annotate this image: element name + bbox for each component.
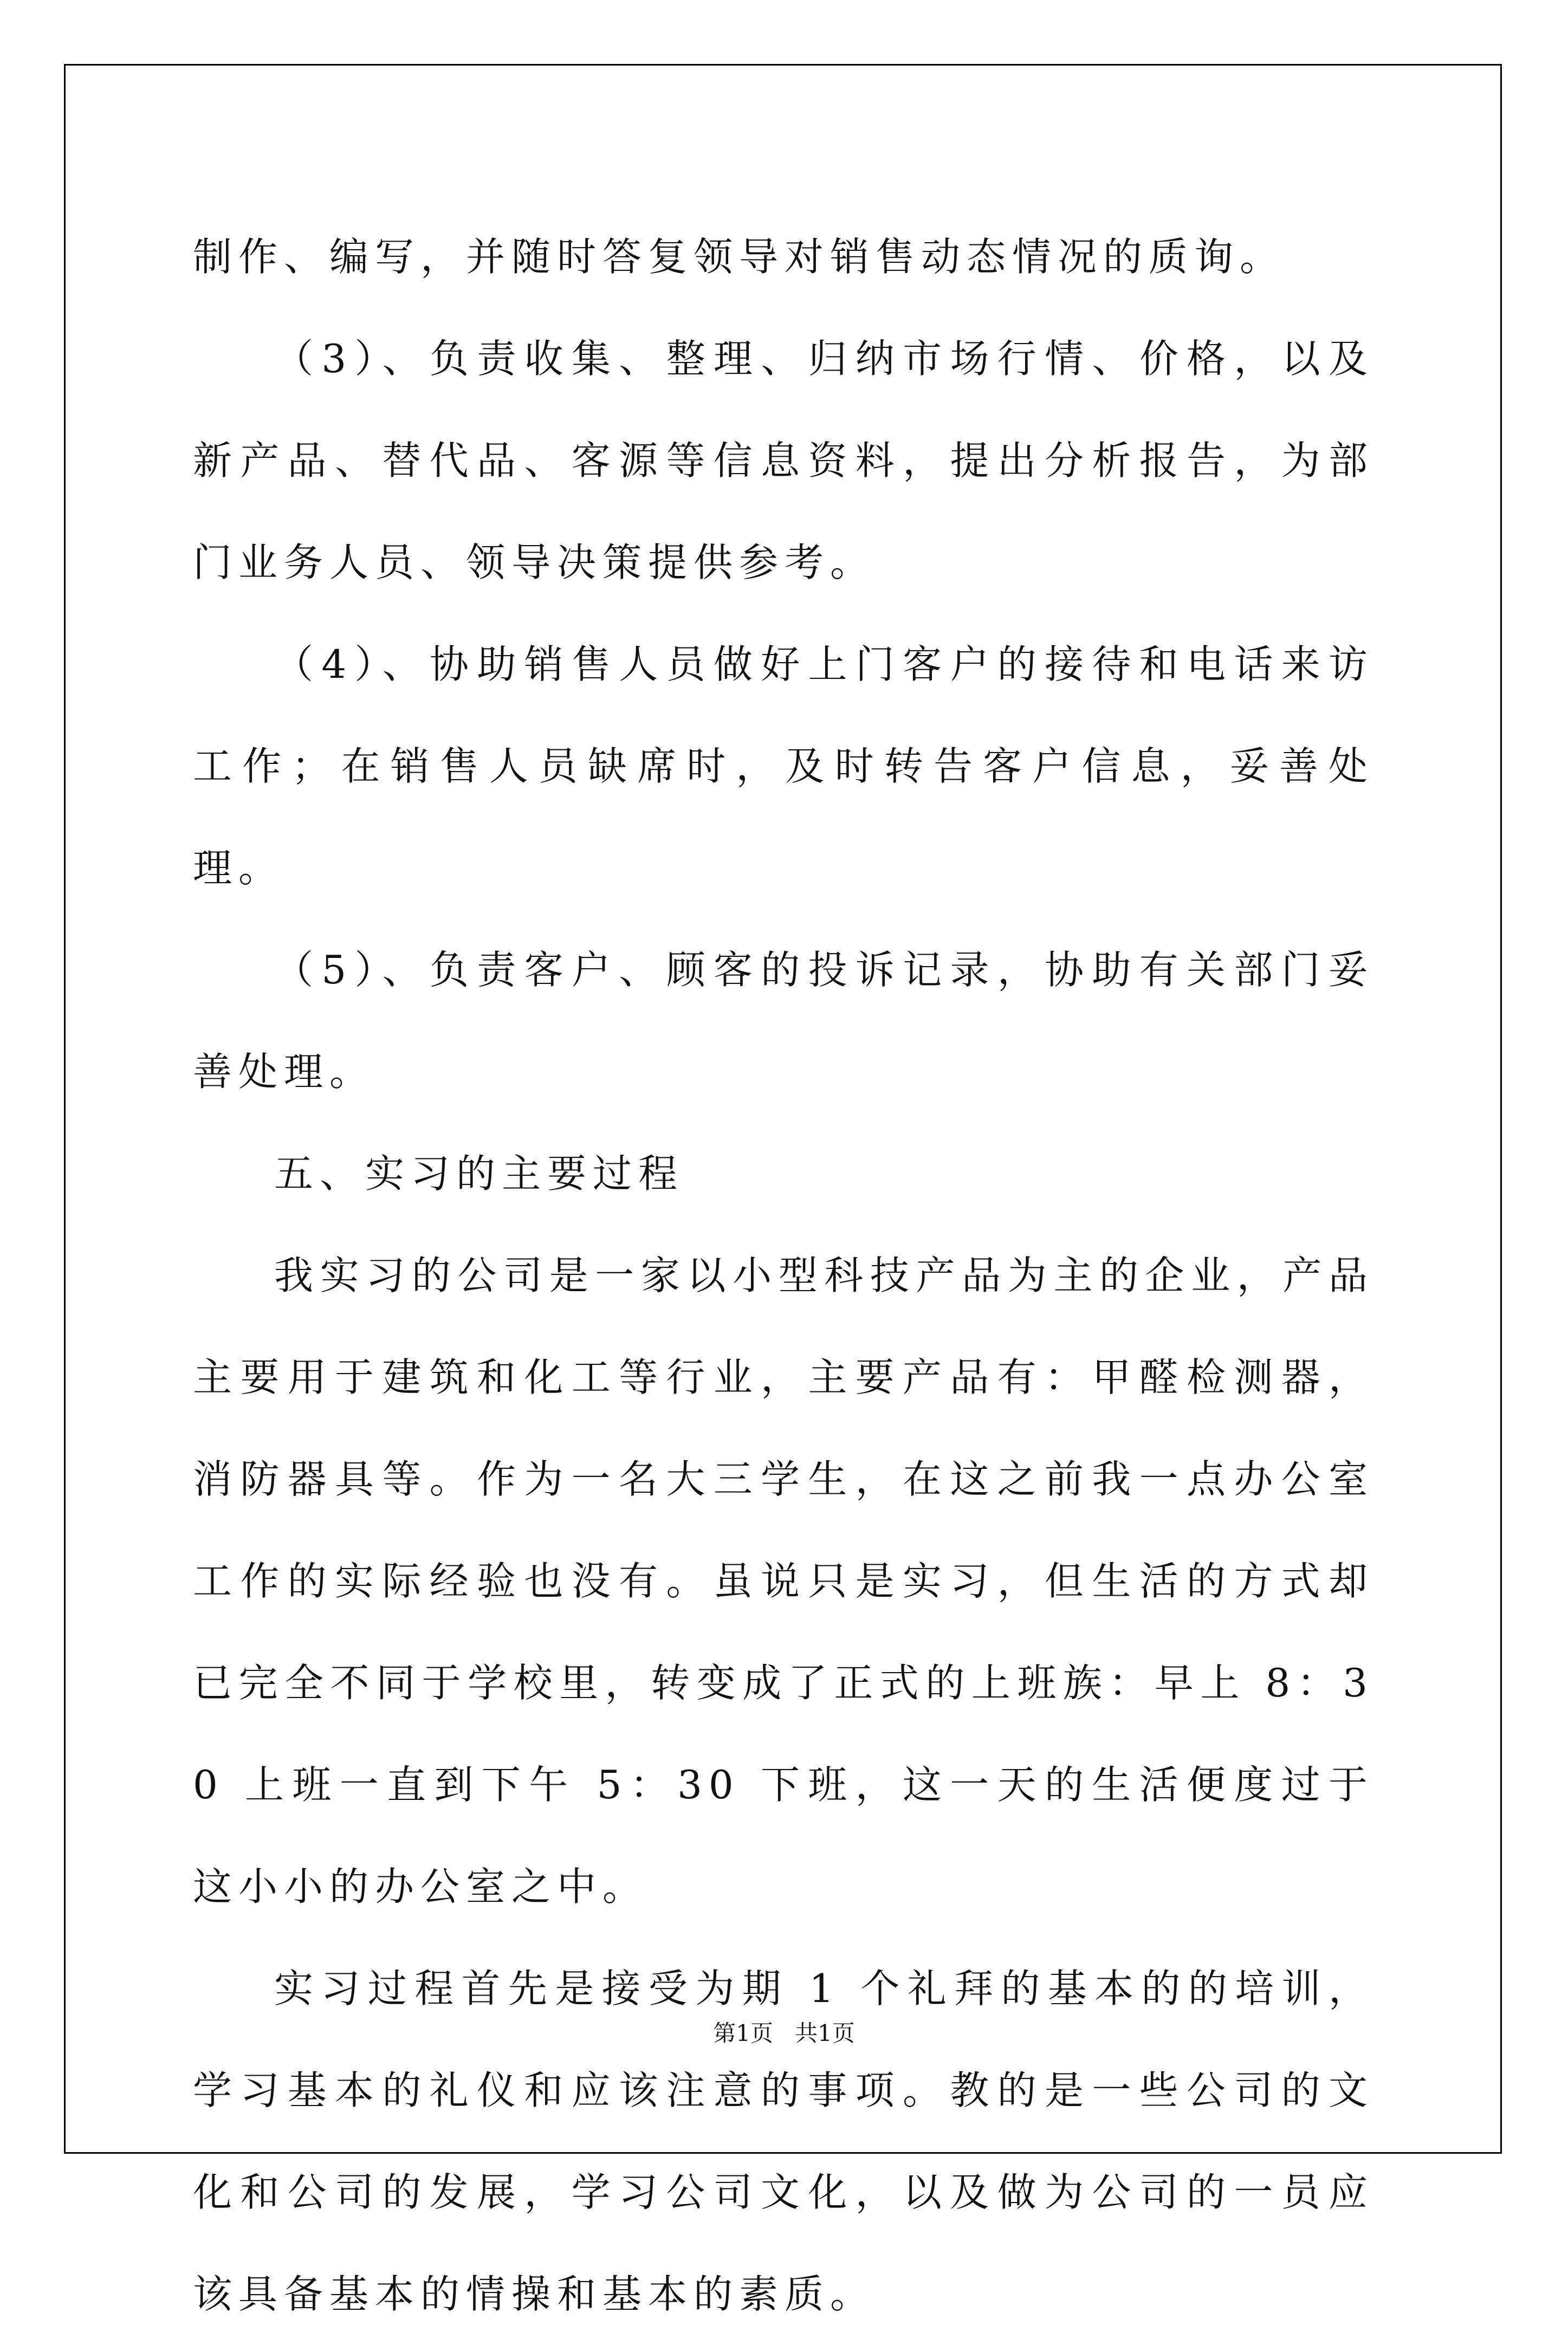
page-footer (0, 2016, 1568, 2048)
paragraph: 我实习的公司是一家以小型科技产品为主的企业，产品主要用于建筑和化工等行业，主要产品有：甲醛检测器，消防器具等。作为一名大三学生，在这之前我一点办公室工作的实际经验也没有。虽说只是实习，但生活的方式却已完全不同于学校里，转变成了正式的上班族：早上 8：30 上班一直到下午 5：30 下班，这一天的生活便度过于这小小的办公室之中。 (193, 1253, 1374, 1909)
paragraph: （5）、负责客户、顾客的投诉记录，协助有关部门妥善处理。 (193, 947, 1374, 1094)
page-number: 第1页 (713, 2020, 773, 2046)
paragraph: （3）、负责收集、整理、归纳市场行情、价格，以及新产品、替代品、客源等信息资料，提出分析报告，为部门业务人员、领导决策提供参考。 (193, 336, 1374, 585)
paragraph: 制作、编写，并随时答复领导对销售动态情况的质询。 (193, 234, 1286, 280)
paragraph: 实习过程首先是接受为期 1 个礼拜的基本的的培训，学习基本的礼仪和应该注意的事项。教的是一些公司的文化和公司的发展，学习公司文化，以及做为公司的一员应该具备基本的情操和基本的素质。 (193, 1966, 1374, 2317)
section-heading: 五、实习的主要过程 (274, 1151, 684, 1196)
page-total: 共1页 (795, 2020, 855, 2046)
paragraph: （4）、协助销售人员做好上门客户的接待和电话来访工作；在销售人员缺席时，及时转告客户信息，妥善处理。 (193, 642, 1374, 891)
